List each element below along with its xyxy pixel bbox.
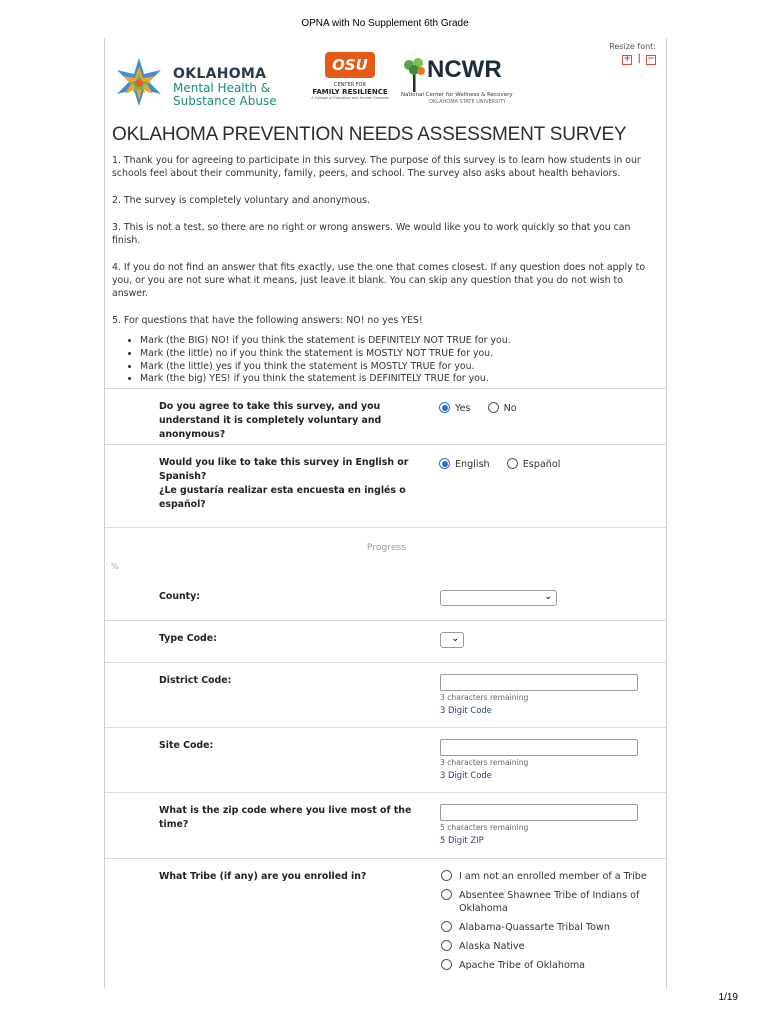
divider: [105, 527, 667, 528]
osu-line1: CENTER FOR: [334, 82, 366, 88]
header-logos: [113, 52, 533, 112]
survey-page: [104, 38, 667, 988]
language-spanish-option[interactable]: Español: [507, 458, 561, 470]
county-select[interactable]: [440, 590, 557, 606]
tribe-option[interactable]: Alabama-Quassarte Tribal Town: [441, 921, 656, 934]
resize-font-control: [609, 42, 656, 65]
radio-selected-icon[interactable]: [439, 458, 450, 469]
divider: [105, 620, 667, 621]
resize-font-separator: |: [637, 53, 641, 64]
divider: [105, 727, 667, 728]
site-code-input[interactable]: [440, 739, 638, 756]
radio-icon[interactable]: [441, 959, 452, 970]
tribe-option[interactable]: I am not an enrolled member of a Tribe: [441, 870, 656, 883]
page-number: 1/19: [718, 992, 738, 1003]
type-code-label: Type Code:: [159, 633, 217, 644]
list-item: • Mark (the big) YES! if you think the statement is DEFINITELY TRUE for you.: [140, 373, 660, 386]
radio-selected-icon[interactable]: [439, 402, 450, 413]
oklahoma-mental-health-logo: [113, 56, 293, 112]
progress-label: Progress: [366, 542, 407, 553]
page-title: OKLAHOMA PREVENTION NEEDS ASSESSMENT SURVEY: [112, 124, 627, 145]
osu-line2: FAMILY RESILIENCE: [312, 88, 388, 96]
district-code-hint: 3 Digit Code: [440, 705, 492, 715]
district-code-input[interactable]: [440, 674, 638, 691]
print-header: OPNA with No Supplement 6th Grade: [301, 18, 469, 29]
osu-mark: OSU: [325, 52, 375, 78]
chevron-down-icon: ⌄: [544, 592, 552, 602]
ncwr-line1: National Center for Wellness & Recovery: [401, 92, 513, 98]
radio-icon[interactable]: [441, 921, 452, 932]
divider: [105, 792, 667, 793]
language-question-label: Would you like to take this survey in English or Spanish? ¿Le gustaría realizar esta encuesta en inglés o español?: [159, 457, 409, 510]
type-code-select[interactable]: [440, 632, 464, 648]
zip-remaining: 5 characters remaining: [440, 823, 529, 832]
tribe-options: [441, 870, 656, 978]
logo-mhsa-text: Mental Health & Substance Abuse: [173, 81, 277, 108]
radio-icon[interactable]: [441, 870, 452, 881]
county-label: County:: [159, 591, 201, 602]
radio-icon[interactable]: [441, 889, 452, 900]
decrease-font-icon[interactable]: −: [647, 54, 655, 64]
survey-instructions: [112, 154, 660, 386]
site-code-remaining: 3 characters remaining: [440, 758, 529, 767]
ncwr-wordmark: NCWR: [427, 56, 502, 83]
consent-yes-option[interactable]: Yes: [439, 402, 471, 414]
language-english-option[interactable]: English: [439, 458, 490, 470]
district-code-label: District Code:: [159, 675, 232, 686]
divider: [105, 388, 667, 389]
tribe-option[interactable]: Alaska Native: [441, 940, 656, 953]
radio-icon[interactable]: [441, 940, 452, 951]
zip-hint: 5 Digit ZIP: [440, 835, 484, 845]
tree-icon: [401, 56, 427, 92]
divider: [105, 662, 667, 663]
divider: [105, 858, 667, 859]
list-item: • Mark (the BIG) NO! if you think the statement is DEFINITELY NOT TRUE for you.: [140, 335, 660, 348]
site-code-hint: 3 Digit Code: [440, 770, 492, 780]
answer-scale-list: [140, 335, 660, 386]
tribe-option[interactable]: Absentee Shawnee Tribe of Indians of Oklahoma: [441, 889, 656, 915]
increase-font-icon[interactable]: +: [623, 54, 632, 64]
instruction-4: 4. If you do not find an answer that fits exactly, use the one that comes closest. If any question does not apply to you, or you are not sure what it means, just leave it blank. You can skip any question that you do not wish to answer.: [112, 262, 646, 299]
chevron-down-icon: ⌄: [451, 634, 459, 644]
ncwr-line2: OKLAHOMA STATE UNIVERSITY: [429, 99, 506, 105]
radio-icon[interactable]: [488, 402, 499, 413]
zip-label: What is the zip code where you live most of the time?: [159, 805, 412, 830]
instruction-2: 2. The survey is completely voluntary and anonymous.: [112, 195, 371, 206]
radio-icon[interactable]: [507, 458, 518, 469]
zip-input[interactable]: [440, 804, 638, 821]
ncwr-logo: [401, 54, 526, 112]
instruction-5: 5. For questions that have the following answers: NO! no yes YES!: [112, 315, 423, 326]
osu-line3: A College of Education and Human Sciences: [311, 96, 389, 100]
resize-font-label: Resize font:: [609, 42, 656, 51]
list-item: • Mark (the little) yes if you think the statement is MOSTLY TRUE for you.: [140, 361, 660, 374]
site-code-label: Site Code:: [159, 740, 214, 751]
logo-oklahoma-text: OKLAHOMA: [173, 66, 267, 82]
tribe-option[interactable]: Apache Tribe of Oklahoma: [441, 959, 656, 972]
oklahoma-star-icon: [113, 56, 165, 108]
district-code-remaining: 3 characters remaining: [440, 693, 529, 702]
instruction-1: 1. Thank you for agreeing to participate in this survey. The purpose of this survey is to learn how students in our schools feel about their community, family, peers, and school. The survey also asks about health behaviors.: [112, 155, 641, 179]
consent-no-option[interactable]: No: [488, 402, 517, 414]
list-item: • Mark (the little) no if you think the statement is MOSTLY NOT TRUE for you.: [140, 348, 660, 361]
osu-center-family-resilience-logo: [305, 52, 395, 112]
consent-question-label: Do you agree to take this survey, and you understand it is completely voluntary and anonymous?: [159, 401, 382, 440]
progress-percent: %: [111, 562, 119, 571]
tribe-label: What Tribe (if any) are you enrolled in?: [159, 871, 367, 882]
divider: [105, 444, 667, 445]
instruction-3: 3. This is not a test, so there are no right or wrong answers. We would like you to work quickly so that you can finish.: [112, 222, 631, 246]
